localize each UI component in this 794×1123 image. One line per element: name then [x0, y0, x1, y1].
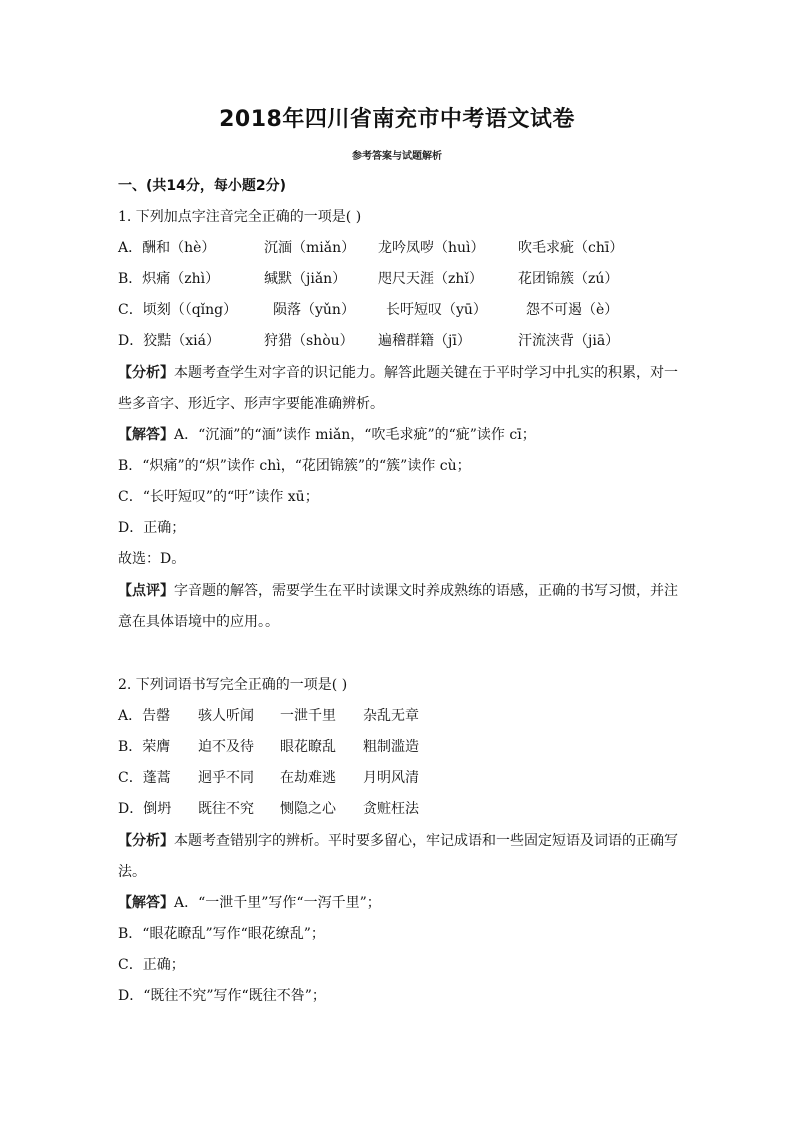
option-text: 恻隐之心 [280, 801, 336, 817]
comment-tag: 【点评】 [118, 583, 174, 599]
question-1-comment-cont: 意在具体语境中的应用。。 [118, 614, 279, 630]
page-title: 2018年四川省南充市中考语文试卷 [219, 107, 575, 132]
option-text: 杂乱无章 [363, 708, 419, 724]
option-text: 长吁短叹（yū） [386, 302, 487, 318]
answer-line: B．“炽痛”的“炽”读作 chì，“花团锦簇”的“簇”读作 cù； [118, 458, 471, 474]
option-text: 怨不可遏（è） [526, 302, 619, 318]
option-text: 汗流浃背（jiā） [518, 333, 620, 349]
analysis-text: 本题考查学生对字音的识记能力。解答此题关键在于平时学习中扎实的积累，对一 [174, 365, 678, 381]
option-text: 眼花瞭乱 [280, 739, 336, 755]
option-text: B．荣膺 [118, 739, 171, 755]
option-text: C．顷刻（（qǐng） [118, 302, 238, 318]
option-text: 咫尺天涯（zhǐ） [378, 271, 483, 287]
option-text: C．蓬蒿 [118, 770, 171, 786]
option-text: 狩猎（shòu） [264, 333, 354, 349]
option-text: 既往不究 [198, 801, 254, 817]
option-text: 月明风清 [363, 770, 419, 786]
option-text: 迫不及待 [198, 739, 254, 755]
option-text: B．炽痛（zhì） [118, 271, 220, 287]
question-1-analysis [118, 363, 678, 383]
option-text: 缄默（jiǎn） [264, 271, 347, 287]
option-text: D．倒坍 [118, 801, 172, 817]
option-text: 吹毛求疵（chī） [518, 240, 624, 256]
answer-text: A．“沉湎”的“湎”读作 miǎn，“吹毛求疵”的“疵”读作 cī； [174, 427, 536, 443]
answer-line: D．“既往不究”写作“既往不咎”； [118, 988, 326, 1004]
option-text: 迥乎不同 [198, 770, 254, 786]
answer-line: C．正确； [118, 957, 185, 973]
question-1-analysis-cont: 些多音字、形近字、形声字要能准确辨析。 [118, 396, 384, 412]
comment-text: 字音题的解答，需要学生在平时读课文时养成熟练的语感，正确的书写习惯，并注 [174, 583, 678, 599]
question-1-comment [118, 581, 678, 601]
option-text: 骇人听闻 [198, 708, 254, 724]
option-text: 贪赃枉法 [363, 801, 419, 817]
answer-line: 故选：D。 [118, 551, 186, 567]
option-text: A．告罄 [118, 708, 171, 724]
question-1-stem: 1. 下列加点字注音完全正确的一项是( ) [118, 209, 362, 225]
answer-line: D．正确； [118, 520, 186, 536]
option-text: D．狡黠（xiá） [118, 333, 220, 349]
question-2-stem: 2. 下列词语书写完全正确的一项是( ) [118, 677, 348, 693]
analysis-tag: 【分析】 [118, 833, 174, 849]
option-text: 花团锦簇（zú） [518, 271, 619, 287]
analysis-tag: 【分析】 [118, 365, 174, 381]
section-heading: 一、(共14分，每小题2分) [118, 178, 287, 194]
answer-line: B．“眼花瞭乱”写作“眼花缭乱”； [118, 926, 325, 942]
option-text: A．酬和（hè） [118, 240, 216, 256]
question-2-analysis [118, 831, 678, 851]
question-2-analysis-cont: 法。 [118, 864, 146, 880]
option-text: 龙吟凤哕（huì） [378, 240, 485, 256]
question-2-answer [118, 893, 381, 913]
question-1-answer [118, 425, 536, 445]
page-subtitle: 参考答案与试题解析 [352, 151, 442, 162]
option-text: 粗制滥造 [363, 739, 419, 755]
analysis-text: 本题考查错别字的辨析。平时要多留心，牢记成语和一些固定短语及词语的正确写 [174, 833, 678, 849]
answer-tag: 【解答】 [118, 427, 174, 443]
answer-line: C．“长吁短叹”的“吁”读作 xū； [118, 489, 319, 505]
option-text: 陨落（yǔn） [273, 302, 355, 318]
option-text: 在劫难逃 [280, 770, 336, 786]
answer-tag: 【解答】 [118, 895, 174, 911]
option-text: 一泄千里 [280, 708, 336, 724]
answer-text: A．“一泄千里”写作“一泻千里”； [174, 895, 381, 911]
option-text: 遍稽群籍（jī） [378, 333, 471, 349]
option-text: 沉湎（miǎn） [264, 240, 356, 256]
